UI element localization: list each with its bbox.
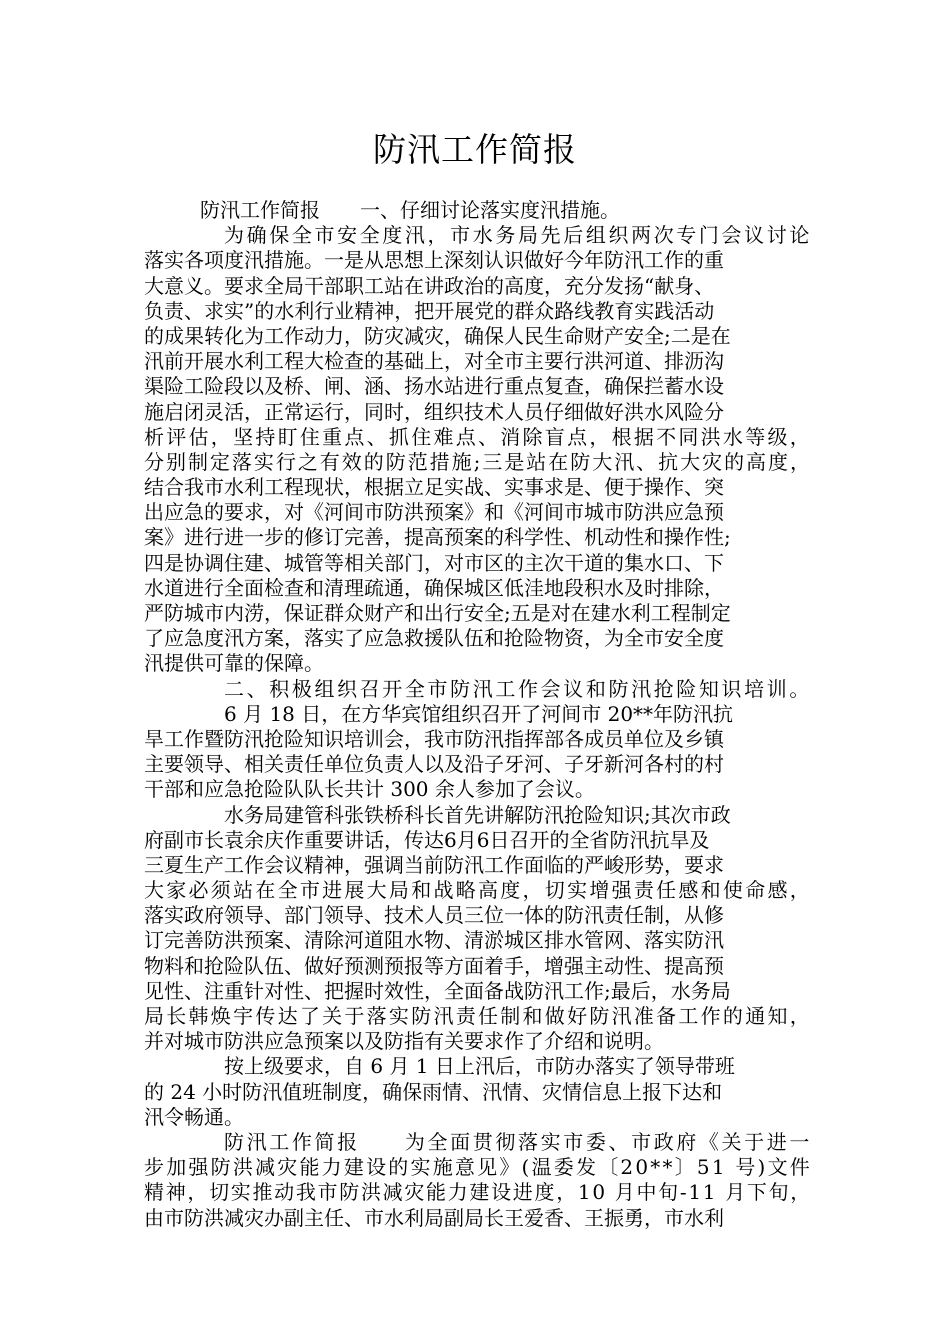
text-line: 落实政府领导、部门领导、技术人员三位一体的防汛责任制，从修: [144, 903, 724, 928]
text-line: 三夏生产工作会议精神，强调当前防汛工作面临的严峻形势，要求: [144, 852, 724, 877]
text-line: 四是协调住建、城管等相关部门，对市区的主次干道的集水口、下: [144, 550, 724, 575]
text-line: 汛前开展水利工程大检查的基础上，对全市主要行洪河道、排沥沟: [144, 349, 724, 374]
text-line: 负责、求实”的水利行业精神，把开展党的群众路线教育实践活动: [144, 298, 715, 323]
text-line: 防汛工作简报 一、仔细讨论落实度汛措施。: [200, 198, 620, 222]
text-line: 旱工作暨防汛抢险知识培训会，我市防汛指挥部各成员单位及乡镇: [144, 726, 724, 751]
text-line: 施启闭灵活，正常运行，同时，组织技术人员仔细做好洪水风险分: [144, 399, 724, 424]
text-line: 见性、注重针对性、把握时效性，全面备战防汛工作;最后，水务局: [144, 978, 731, 1003]
text-line: 府副市长袁余庆作重要讲话，传达6月6日召开的全省防汛抗旱及: [144, 827, 710, 852]
text-line: 析评估，坚持盯住重点、抓住难点、消除盲点，根据不同洪水等级，: [144, 424, 812, 449]
text-line: 物料和抢险队伍、做好预测预报等方面着手，增强主动性、提高预: [144, 953, 724, 978]
text-line: 精神，切实推动我市防洪减灾能力建设进度，10 月中旬-11 月下旬，: [144, 1180, 812, 1205]
text-line: 6 月 18 日，在方华宾馆组织召开了河间市 20**年防汛抗: [224, 701, 734, 726]
text-line: 按上级要求，自 6 月 1 日上汛后，市防办落实了领导带班: [224, 1054, 735, 1079]
text-line: 防汛工作简报 为全面贯彻落实市委、市政府《关于进一: [224, 1129, 812, 1154]
text-line: 由市防洪减灾办副主任、市水利局副局长王爱香、王振勇，市水利: [144, 1205, 724, 1230]
text-line: 案》进行进一步的修订完善，提高预案的科学性、机动性和操作性;: [144, 525, 731, 550]
text-line: 大家必须站在全市进展大局和战略高度，切实增强责任感和使命感，: [144, 878, 812, 903]
text-line: 水道进行全面检查和清理疏通，确保城区低洼地段积水及时排除，: [144, 575, 724, 600]
text-line: 步加强防洪减灾能力建设的实施意见》(温委发〔20**〕51 号)文件: [144, 1155, 812, 1180]
text-line: 的 24 小时防汛值班制度，确保雨情、汛情、灾情信息上报下达和: [144, 1079, 723, 1104]
text-line: 主要领导、相关责任单位负责人以及沿子牙河、子牙新河各村的村: [144, 752, 724, 777]
text-line: 水务局建管科张铁桥科长首先讲解防汛抢险知识;其次市政: [224, 802, 731, 827]
document-title: 防汛工作简报: [373, 130, 577, 169]
text-line: 严防城市内涝，保证群众财产和出行安全;五是对在建水利工程制定: [144, 601, 731, 625]
text-line: 二、积极组织召开全市防汛工作会议和防汛抢险知识培训。: [224, 676, 812, 701]
text-line: 为确保全市安全度汛，市水务局先后组织两次专门会议讨论: [224, 223, 812, 248]
text-line: 大意义。要求全局干部职工站在讲政治的高度，充分发扬“献身、: [144, 273, 715, 298]
text-line: 汛令畅通。: [144, 1104, 244, 1129]
text-line: 结合我市水利工程现状，根据立足实战、实事求是、便于操作、突: [144, 475, 724, 500]
document-body: [144, 198, 812, 1231]
text-line: 干部和应急抢险队队长共计 300 余人参加了会议。: [144, 777, 595, 802]
text-line: 并对城市防洪应急预案以及防指有关要求作了介绍和说明。: [144, 1029, 664, 1054]
text-line: 出应急的要求，对《河间市防洪预案》和《河间市城市防洪应急预: [144, 500, 724, 525]
text-line: 落实各项度汛措施。一是从思想上深刻认识做好今年防汛工作的重: [144, 248, 724, 273]
text-line: 的成果转化为工作动力，防灾减灾，确保人民生命财产安全;二是在: [144, 323, 731, 348]
text-line: 局长韩焕宇传达了关于落实防汛责任制和做好防汛准备工作的通知，: [144, 1004, 812, 1028]
text-line: 订完善防洪预案、清除河道阻水物、清淤城区排水管网、落实防汛: [144, 928, 724, 953]
text-line: 汛提供可靠的保障。: [144, 651, 324, 676]
text-line: 分别制定落实行之有效的防范措施;三是站在防大汛、抗大灾的高度，: [144, 449, 812, 474]
text-line: 了应急度汛方案，落实了应急救援队伍和抢险物资，为全市安全度: [144, 626, 724, 651]
text-line: 渠险工险段以及桥、闸、涵、扬水站进行重点复查，确保拦蓄水设: [144, 374, 724, 399]
